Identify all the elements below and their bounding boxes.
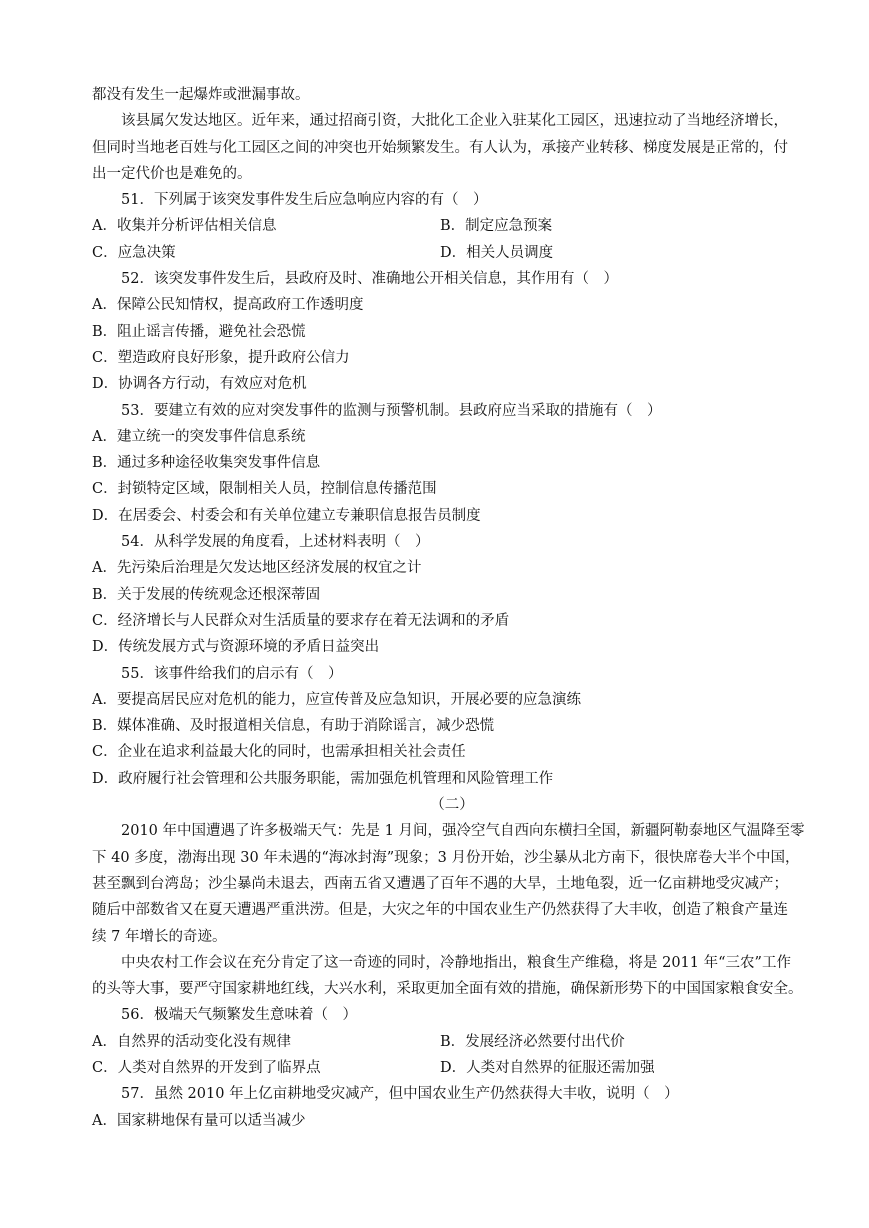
section-heading: （二） (430, 797, 474, 814)
option-row (92, 240, 812, 266)
option-text: B．发展经济必然要付出代价 (440, 1033, 625, 1050)
text-line: 该县属欠发达地区。近年来，通过招商引资，大批化工企业入驻某化工园区，迅速拉动了当地经济增长， (121, 113, 788, 130)
text-line: 51．下列属于该突发事件发生后应急响应内容的有（ ） (121, 192, 488, 209)
text-line: D．协调各方行动，有效应对危机 (92, 376, 307, 393)
option-text: D．相关人员调度 (440, 244, 554, 261)
option-row (92, 213, 812, 239)
text-line: 随后中部数省又在夏天遭遇严重洪涝。但是，大灾之年的中国农业生产仍然获得了大丰收，创造了粮食产量连 (92, 902, 788, 919)
text-line: 53．要建立有效的应对突发事件的监测与预警机制。县政府应当采取的措施有（ ） (121, 402, 662, 419)
option-row (92, 1055, 812, 1081)
text-line: 但同时当地老百姓与化工园区之间的冲突也开始频繁发生。有人认为，承接产业转移、梯度发展是正常的，付 (92, 139, 788, 156)
text-line: 54．从科学发展的角度看，上述材料表明（ ） (121, 534, 430, 551)
text-line: B．阻止谣言传播，避免社会恐慌 (92, 323, 306, 340)
text-line: 56．极端天气频繁发生意味着（ ） (121, 1007, 357, 1024)
text-line: 出一定代价也是难免的。 (92, 165, 252, 182)
text-line: A．要提高居民应对危机的能力，应宣传普及应急知识，开展必要的应急演练 (92, 691, 581, 708)
option-text: C．应急决策 (92, 244, 176, 261)
option-row (92, 1029, 812, 1055)
option-text: D．人类对自然界的征服还需加强 (440, 1059, 655, 1076)
text-line: 57．虽然 2010 年上亿亩耕地受灾减产，但中国农业生产仍然获得大丰收，说明（ ） (121, 1086, 679, 1103)
text-line: 55．该事件给我们的启示有（ ） (121, 665, 343, 682)
text-line: A．国家耕地保有量可以适当减少 (92, 1112, 306, 1129)
text-line: 中央农村工作会议在充分肯定了这一奇迹的同时，冷静地指出，粮食生产维稳，将是 2011 年“三农”工作 (121, 954, 791, 971)
text-line: 都没有发生一起爆炸或泄漏事故。 (92, 87, 310, 103)
text-line: B．关于发展的传统观念还根深蒂固 (92, 586, 321, 603)
text-line: D．在居委会、村委会和有关单位建立专兼职信息报告员制度 (92, 507, 481, 524)
text-line: D．传统发展方式与资源环境的矛盾日益突出 (92, 639, 380, 656)
text-line: D．政府履行社会管理和公共服务职能，需加强危机管理和风险管理工作 (92, 770, 554, 787)
option-text: C．人类对自然界的开发到了临界点 (92, 1059, 321, 1076)
text-line: C．封锁特定区域，限制相关人员，控制信息传播范围 (92, 481, 437, 498)
option-text: B．制定应急预案 (440, 218, 553, 235)
text-line: A．建立统一的突发事件信息系统 (92, 428, 306, 445)
text-line: A．保障公民知情权，提高政府工作透明度 (92, 297, 364, 314)
text-line: C．塑造政府良好形象，提升政府公信力 (92, 349, 350, 366)
text-line: B．通过多种途径收集突发事件信息 (92, 455, 321, 472)
text-line: 2010 年中国遭遇了许多极端天气：先是 1 月间，强冷空气自西向东横扫全国，新疆阿勒泰地区气温降至零 (121, 823, 805, 840)
text-line: 52．该突发事件发生后，县政府及时、准确地公开相关信息，其作用有（ ） (121, 271, 618, 288)
text-line: A．先污染后治理是欠发达地区经济发展的权宜之计 (92, 560, 422, 577)
option-text: A．自然界的活动变化没有规律 (92, 1033, 291, 1050)
text-line: C．企业在追求利益最大化的同时，也需承担相关社会责任 (92, 744, 466, 761)
option-text: A．收集并分析评估相关信息 (92, 218, 277, 235)
text-line: C．经济增长与人民群众对生活质量的要求存在着无法调和的矛盾 (92, 612, 510, 629)
text-line: 甚至飘到台湾岛；沙尘暴尚未退去，西南五省又遭遇了百年不遇的大旱，土地龟裂，近一亿亩耕地受灾减产； (92, 875, 788, 892)
text-line: B．媒体准确、及时报道相关信息，有助于消除谣言，减少恐慌 (92, 718, 495, 735)
document-page (92, 82, 812, 1134)
text-line: 的头等大事，要严守国家耕地红线，大兴水利，采取更加全面有效的措施，确保新形势下的中国国家粮食安全。 (92, 981, 803, 998)
text-line: 续 7 年增长的奇迹。 (92, 928, 227, 945)
text-line: 下 40 多度，渤海出现 30 年未遇的“海冰封海”现象；3 月份开始，沙尘暴从北方南下，很快席卷大半个中国， (92, 849, 800, 866)
